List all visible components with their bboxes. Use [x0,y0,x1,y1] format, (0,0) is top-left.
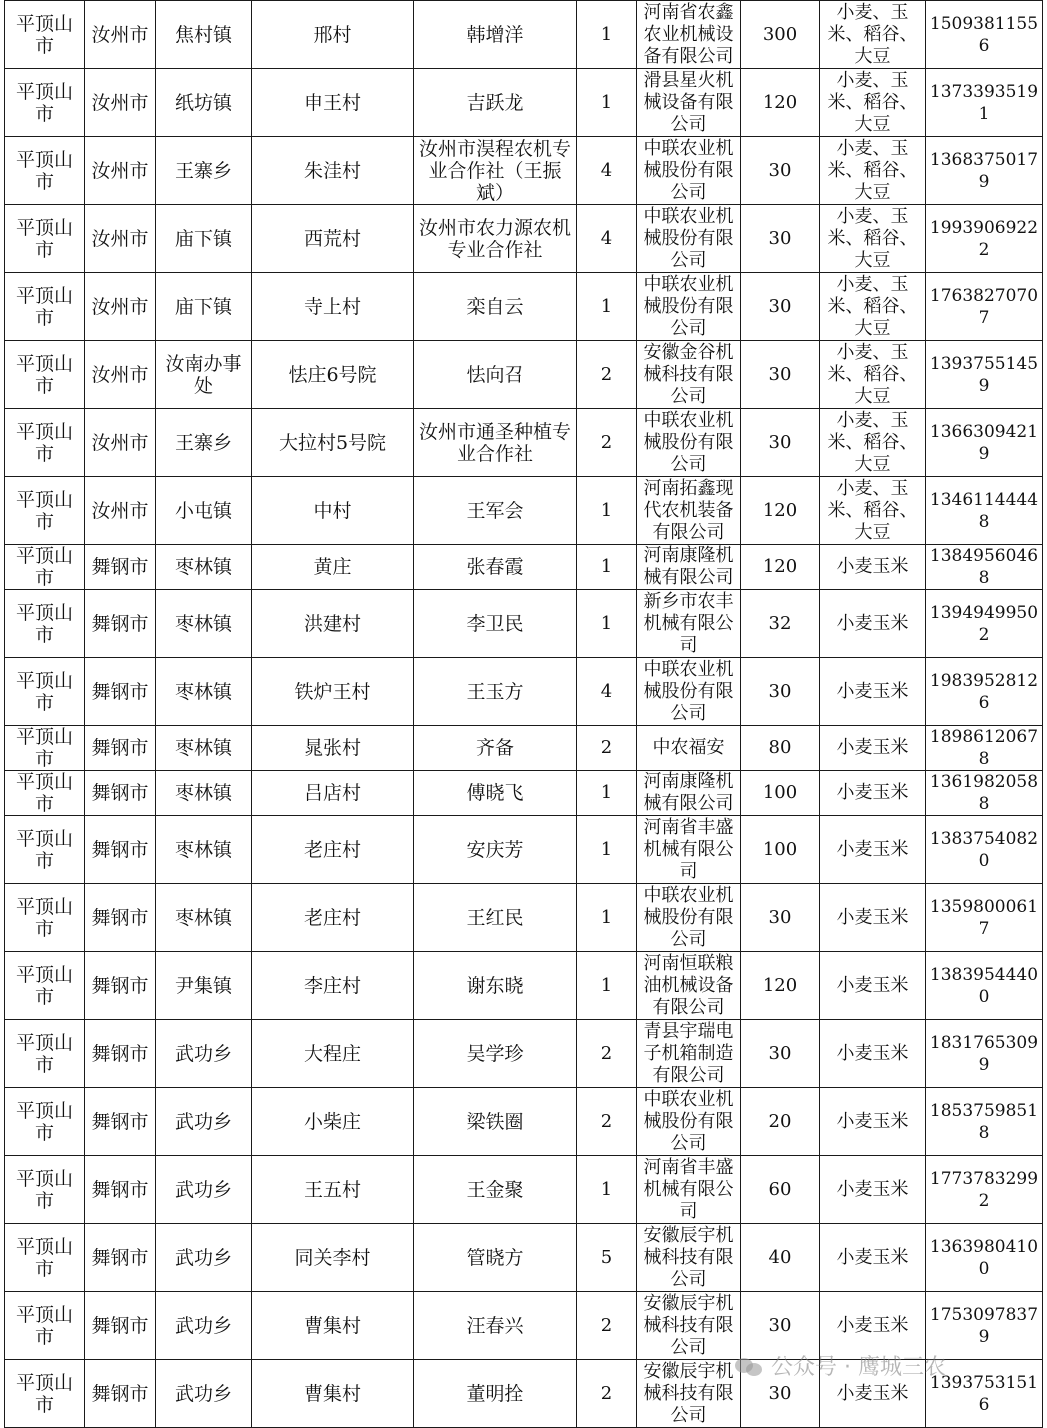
county-cell: 舞钢市 [85,884,156,952]
quantity-cell: 2 [577,1088,637,1156]
county-cell: 汝州市 [85,205,156,273]
county-cell: 汝州市 [85,273,156,341]
owner-cell: 齐备 [414,726,577,771]
county-cell: 汝州市 [85,409,156,477]
horsepower-cell: 40 [741,1224,820,1292]
horsepower-cell: 30 [741,1020,820,1088]
horsepower-cell: 120 [741,545,820,590]
crops-cell: 小麦玉米 [820,816,926,884]
village-cell: 西荒村 [252,205,414,273]
quantity-cell: 1 [577,477,637,545]
quantity-cell: 4 [577,658,637,726]
city-cell: 平顶山市 [5,1020,85,1088]
owner-cell: 王金聚 [414,1156,577,1224]
city-cell: 平顶山市 [5,1156,85,1224]
town-cell: 武功乡 [156,1224,252,1292]
table-row [5,137,1043,205]
watermark-text: 公众号 · 鹰城三农 [771,1355,946,1380]
horsepower-cell: 300 [741,1,820,69]
crops-cell: 小麦、玉米、稻谷、大豆 [820,273,926,341]
manufacturer-cell: 中农福安 [637,726,741,771]
horsepower-cell: 30 [741,409,820,477]
owner-cell: 李卫民 [414,590,577,658]
city-cell: 平顶山市 [5,1292,85,1360]
city-cell: 平顶山市 [5,205,85,273]
county-cell: 舞钢市 [85,658,156,726]
town-cell: 纸坊镇 [156,69,252,137]
city-cell: 平顶山市 [5,273,85,341]
quantity-cell: 1 [577,273,637,341]
manufacturer-cell: 河南拓鑫现代农机装备有限公司 [637,477,741,545]
county-cell: 舞钢市 [85,1360,156,1428]
phone-cell: 18317653099 [926,1020,1043,1088]
manufacturer-cell: 青县宇瑞电子机箱制造有限公司 [637,1020,741,1088]
city-cell: 平顶山市 [5,1360,85,1428]
table-row [5,273,1043,341]
table-row [5,590,1043,658]
quantity-cell: 2 [577,341,637,409]
village-cell: 李庄村 [252,952,414,1020]
city-cell: 平顶山市 [5,590,85,658]
table-row [5,884,1043,952]
horsepower-cell: 30 [741,884,820,952]
manufacturer-cell: 河南省丰盛机械有限公司 [637,1156,741,1224]
quantity-cell: 2 [577,1292,637,1360]
quantity-cell: 2 [577,726,637,771]
quantity-cell: 2 [577,1020,637,1088]
county-cell: 舞钢市 [85,952,156,1020]
village-cell: 同关李村 [252,1224,414,1292]
horsepower-cell: 120 [741,69,820,137]
town-cell: 武功乡 [156,1088,252,1156]
crops-cell: 小麦玉米 [820,1156,926,1224]
town-cell: 尹集镇 [156,952,252,1020]
town-cell: 武功乡 [156,1020,252,1088]
manufacturer-cell: 安徽辰宇机械科技有限公司 [637,1224,741,1292]
village-cell: 朱洼村 [252,137,414,205]
owner-cell: 吴学珍 [414,1020,577,1088]
quantity-cell: 2 [577,409,637,477]
county-cell: 舞钢市 [85,1292,156,1360]
city-cell: 平顶山市 [5,69,85,137]
crops-cell: 小麦、玉米、稻谷、大豆 [820,205,926,273]
town-cell: 王寨乡 [156,409,252,477]
owner-cell: 吉跃龙 [414,69,577,137]
manufacturer-cell: 河南恒联粮油机械设备有限公司 [637,952,741,1020]
city-cell: 平顶山市 [5,341,85,409]
town-cell: 武功乡 [156,1360,252,1428]
phone-cell: 13937551459 [926,341,1043,409]
horsepower-cell: 30 [741,137,820,205]
village-cell: 王五村 [252,1156,414,1224]
owner-cell: 傅晓飞 [414,771,577,816]
phone-cell: 13683750179 [926,137,1043,205]
owner-cell: 安庆芳 [414,816,577,884]
crops-cell: 小麦、玉米、稻谷、大豆 [820,1,926,69]
watermark [735,1350,946,1381]
phone-cell: 13639804100 [926,1224,1043,1292]
owner-cell: 董明拴 [414,1360,577,1428]
manufacturer-cell: 安徽金谷机械科技有限公司 [637,341,741,409]
county-cell: 舞钢市 [85,771,156,816]
table-row [5,1020,1043,1088]
owner-cell: 张春霞 [414,545,577,590]
village-cell: 老庄村 [252,884,414,952]
phone-cell: 13461144448 [926,477,1043,545]
owner-cell: 王军会 [414,477,577,545]
phone-cell: 13949499502 [926,590,1043,658]
county-cell: 汝州市 [85,1,156,69]
phone-cell: 19839528126 [926,658,1043,726]
village-cell: 铁炉王村 [252,658,414,726]
horsepower-cell: 30 [741,205,820,273]
crops-cell: 小麦玉米 [820,658,926,726]
horsepower-cell: 120 [741,477,820,545]
owner-cell: 怯向召 [414,341,577,409]
crops-cell: 小麦玉米 [820,726,926,771]
city-cell: 平顶山市 [5,726,85,771]
village-cell: 大拉村5号院 [252,409,414,477]
phone-cell: 13837540820 [926,816,1043,884]
horsepower-cell: 20 [741,1088,820,1156]
quantity-cell: 1 [577,545,637,590]
city-cell: 平顶山市 [5,1088,85,1156]
village-cell: 洪建村 [252,590,414,658]
table-row [5,658,1043,726]
county-cell: 汝州市 [85,137,156,205]
phone-cell: 13733935191 [926,69,1043,137]
owner-cell: 王红民 [414,884,577,952]
village-cell: 申王村 [252,69,414,137]
table-body [5,1,1043,1428]
quantity-cell: 1 [577,1,637,69]
city-cell: 平顶山市 [5,771,85,816]
city-cell: 平顶山市 [5,137,85,205]
phone-cell: 13663094219 [926,409,1043,477]
crops-cell: 小麦、玉米、稻谷、大豆 [820,477,926,545]
table-row [5,816,1043,884]
town-cell: 小屯镇 [156,477,252,545]
horsepower-cell: 32 [741,590,820,658]
county-cell: 汝州市 [85,341,156,409]
quantity-cell: 5 [577,1224,637,1292]
village-cell: 怯庄6号院 [252,341,414,409]
town-cell: 庙下镇 [156,205,252,273]
owner-cell: 谢东晓 [414,952,577,1020]
county-cell: 舞钢市 [85,590,156,658]
manufacturer-cell: 河南康隆机械有限公司 [637,771,741,816]
town-cell: 王寨乡 [156,137,252,205]
town-cell: 枣林镇 [156,658,252,726]
village-cell: 邢村 [252,1,414,69]
manufacturer-cell: 中联农业机械股份有限公司 [637,409,741,477]
city-cell: 平顶山市 [5,952,85,1020]
table-row [5,477,1043,545]
city-cell: 平顶山市 [5,477,85,545]
quantity-cell: 1 [577,771,637,816]
village-cell: 大程庄 [252,1020,414,1088]
horsepower-cell: 100 [741,816,820,884]
horsepower-cell: 30 [741,1292,820,1360]
village-cell: 吕店村 [252,771,414,816]
county-cell: 汝州市 [85,477,156,545]
city-cell: 平顶山市 [5,409,85,477]
crops-cell: 小麦玉米 [820,1224,926,1292]
manufacturer-cell: 中联农业机械股份有限公司 [637,205,741,273]
table-row [5,409,1043,477]
quantity-cell: 1 [577,952,637,1020]
crops-cell: 小麦玉米 [820,771,926,816]
table-row [5,1,1043,69]
town-cell: 枣林镇 [156,545,252,590]
table-row [5,1156,1043,1224]
quantity-cell: 4 [577,205,637,273]
owner-cell: 汝州市通圣种植专业合作社 [414,409,577,477]
village-cell: 黄庄 [252,545,414,590]
table-row [5,952,1043,1020]
quantity-cell: 2 [577,1360,637,1428]
town-cell: 枣林镇 [156,726,252,771]
owner-cell: 汪春兴 [414,1292,577,1360]
owner-cell: 王玉方 [414,658,577,726]
crops-cell: 小麦、玉米、稻谷、大豆 [820,69,926,137]
village-cell: 小柴庄 [252,1088,414,1156]
village-cell: 曹集村 [252,1292,414,1360]
manufacturer-cell: 河南省丰盛机械有限公司 [637,816,741,884]
quantity-cell: 1 [577,590,637,658]
horsepower-cell: 30 [741,341,820,409]
county-cell: 汝州市 [85,69,156,137]
manufacturer-cell: 中联农业机械股份有限公司 [637,137,741,205]
crops-cell: 小麦玉米 [820,884,926,952]
town-cell: 武功乡 [156,1292,252,1360]
town-cell: 庙下镇 [156,273,252,341]
village-cell: 晁张村 [252,726,414,771]
manufacturer-cell: 中联农业机械股份有限公司 [637,1088,741,1156]
town-cell: 焦村镇 [156,1,252,69]
phone-cell: 17638270707 [926,273,1043,341]
owner-cell: 汝州市农力源农机专业合作社 [414,205,577,273]
county-cell: 舞钢市 [85,816,156,884]
horsepower-cell: 30 [741,273,820,341]
town-cell: 枣林镇 [156,771,252,816]
phone-cell: 13598000617 [926,884,1043,952]
phone-cell: 17737832992 [926,1156,1043,1224]
table-row [5,1088,1043,1156]
village-cell: 曹集村 [252,1360,414,1428]
manufacturer-cell: 中联农业机械股份有限公司 [637,273,741,341]
crops-cell: 小麦玉米 [820,1020,926,1088]
county-cell: 舞钢市 [85,1020,156,1088]
horsepower-cell: 100 [741,771,820,816]
crops-cell: 小麦、玉米、稻谷、大豆 [820,137,926,205]
phone-cell: 18986120678 [926,726,1043,771]
village-cell: 寺上村 [252,273,414,341]
quantity-cell: 1 [577,816,637,884]
horsepower-cell: 30 [741,1360,820,1428]
horsepower-cell: 60 [741,1156,820,1224]
manufacturer-cell: 安徽辰宇机械科技有限公司 [637,1292,741,1360]
city-cell: 平顶山市 [5,1224,85,1292]
manufacturer-cell: 安徽辰宇机械科技有限公司 [637,1360,741,1428]
county-cell: 舞钢市 [85,1088,156,1156]
horsepower-cell: 30 [741,658,820,726]
phone-cell: 13619820588 [926,771,1043,816]
horsepower-cell: 120 [741,952,820,1020]
table-row [5,341,1043,409]
crops-cell: 小麦、玉米、稻谷、大豆 [820,409,926,477]
table-row [5,545,1043,590]
village-cell: 中村 [252,477,414,545]
manufacturer-cell: 中联农业机械股份有限公司 [637,658,741,726]
crops-cell: 小麦玉米 [820,1088,926,1156]
table-row [5,726,1043,771]
town-cell: 汝南办事处 [156,341,252,409]
manufacturer-cell: 河南省农鑫农业机械设备有限公司 [637,1,741,69]
table-row [5,771,1043,816]
city-cell: 平顶山市 [5,658,85,726]
town-cell: 武功乡 [156,1156,252,1224]
phone-cell: 15093811556 [926,1,1043,69]
quantity-cell: 1 [577,1156,637,1224]
phone-cell: 13937531516 [926,1360,1043,1428]
quantity-cell: 1 [577,69,637,137]
wechat-icon [735,1354,765,1378]
city-cell: 平顶山市 [5,816,85,884]
table-row [5,205,1043,273]
county-cell: 舞钢市 [85,545,156,590]
crops-cell: 小麦、玉米、稻谷、大豆 [820,341,926,409]
county-cell: 舞钢市 [85,1156,156,1224]
crops-cell: 小麦玉米 [820,952,926,1020]
quantity-cell: 1 [577,884,637,952]
town-cell: 枣林镇 [156,884,252,952]
phone-cell: 13849560468 [926,545,1043,590]
table-row [5,1224,1043,1292]
town-cell: 枣林镇 [156,816,252,884]
owner-cell: 韩增洋 [414,1,577,69]
city-cell: 平顶山市 [5,1,85,69]
phone-cell: 13839544400 [926,952,1043,1020]
manufacturer-cell: 滑县星火机械设备有限公司 [637,69,741,137]
crops-cell: 小麦玉米 [820,1360,926,1428]
phone-cell: 18537598518 [926,1088,1043,1156]
crops-cell: 小麦玉米 [820,590,926,658]
crops-cell: 小麦玉米 [820,545,926,590]
manufacturer-cell: 河南康隆机械有限公司 [637,545,741,590]
manufacturer-cell: 新乡市农丰机械有限公司 [637,590,741,658]
town-cell: 枣林镇 [156,590,252,658]
county-cell: 舞钢市 [85,1224,156,1292]
city-cell: 平顶山市 [5,884,85,952]
county-cell: 舞钢市 [85,726,156,771]
owner-cell: 管晓方 [414,1224,577,1292]
table-row [5,69,1043,137]
owner-cell: 梁铁圈 [414,1088,577,1156]
horsepower-cell: 80 [741,726,820,771]
quantity-cell: 4 [577,137,637,205]
crops-cell: 小麦玉米 [820,1292,926,1360]
owner-cell: 汝州市淏程农机专业合作社（王振斌） [414,137,577,205]
phone-cell: 17530978379 [926,1292,1043,1360]
owner-cell: 栾自云 [414,273,577,341]
data-table [4,0,1043,1428]
village-cell: 老庄村 [252,816,414,884]
city-cell: 平顶山市 [5,545,85,590]
manufacturer-cell: 中联农业机械股份有限公司 [637,884,741,952]
phone-cell: 19939069222 [926,205,1043,273]
